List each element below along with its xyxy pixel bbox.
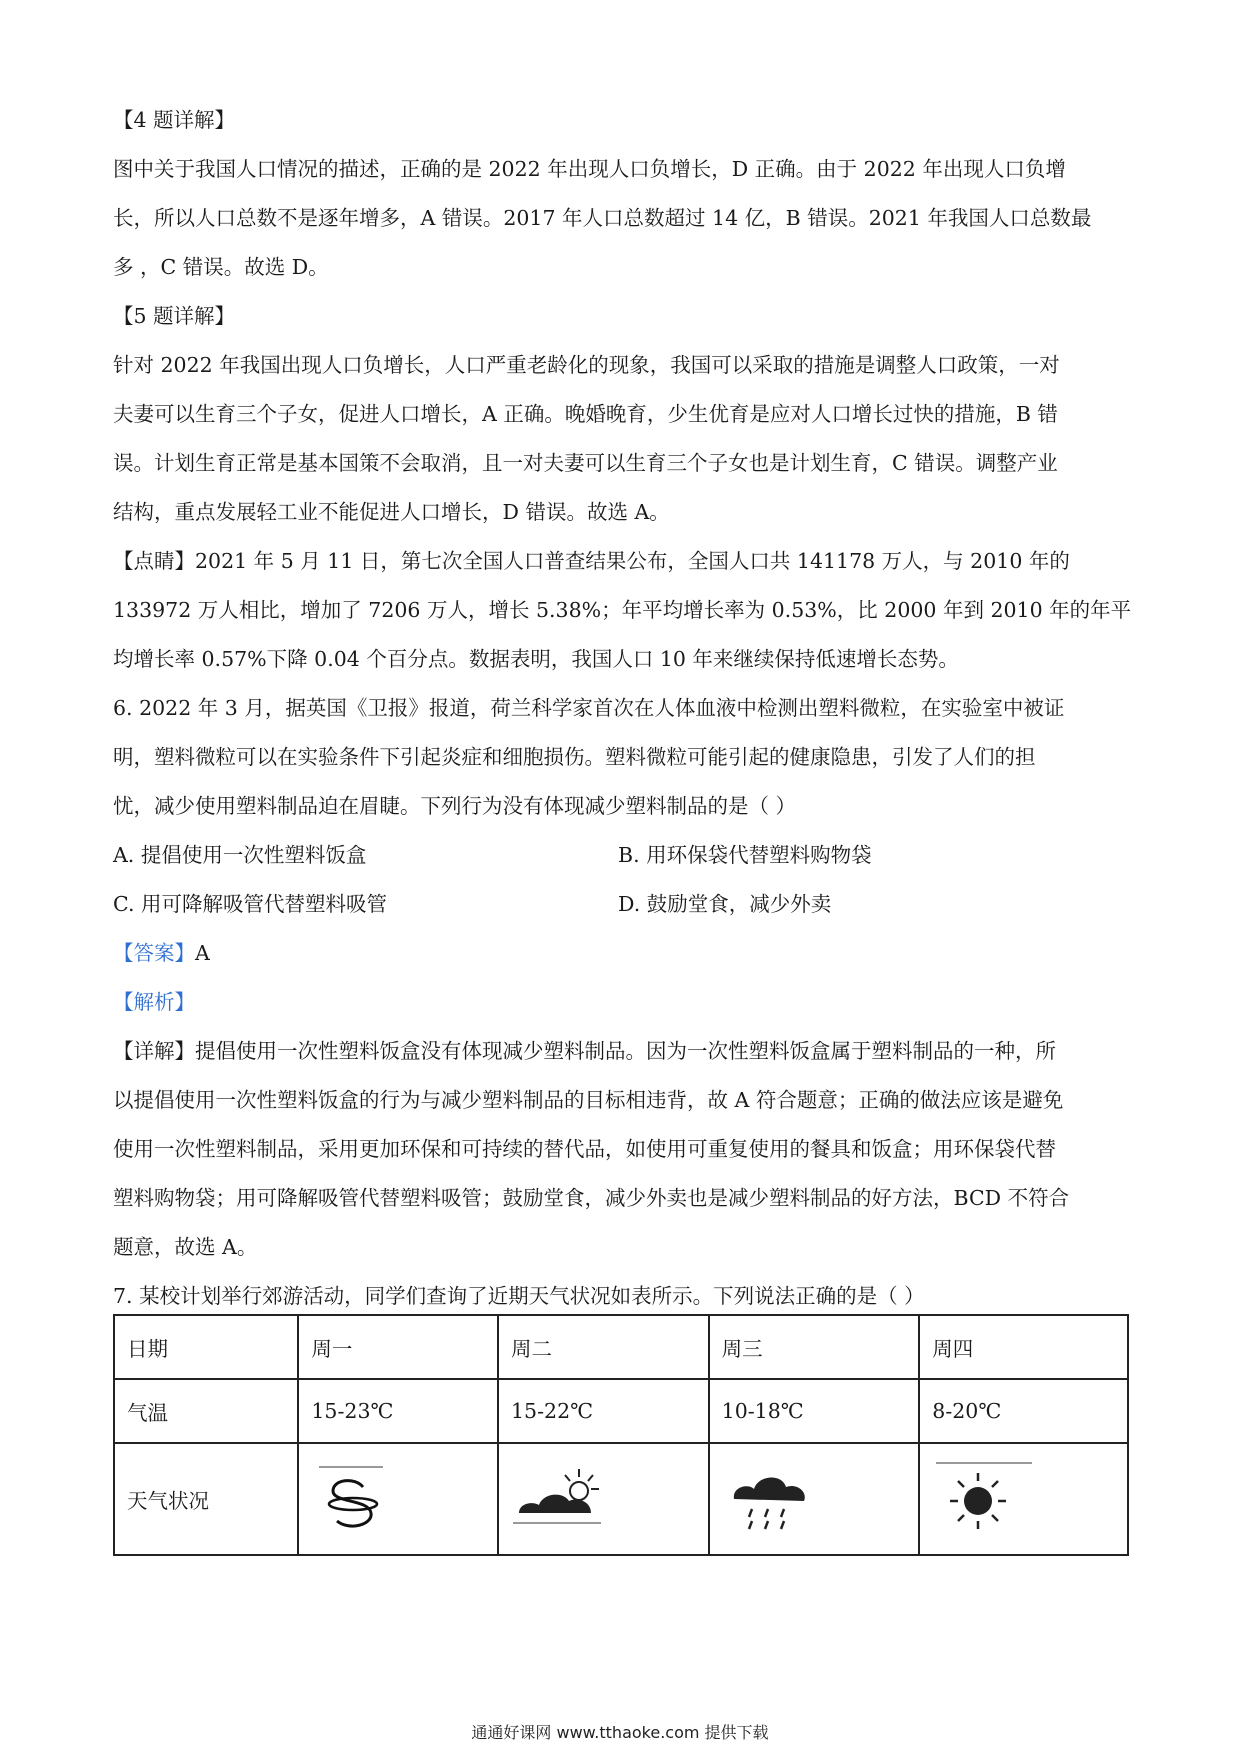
detail-line: 题意，故选 A。 — [113, 1235, 258, 1259]
option-a: A. 提倡使用一次性塑料饭盒 — [113, 843, 367, 867]
table-row — [114, 1443, 1128, 1555]
detail-line: 【详解】提倡使用一次性塑料饭盒没有体现减少塑料制品。因为一次性塑料饭盒属于塑料制品的一种，所 — [113, 1039, 1056, 1063]
option-b: B. 用环保袋代替塑料购物袋 — [618, 843, 872, 867]
text-line: 图中关于我国人口情况的描述，正确的是 2022 年出现人口负增长，D 正确。由于 2022 年出现人口负增 — [113, 157, 1066, 181]
question-6-stem: 6. 2022 年 3 月，据英国《卫报》报道，荷兰科学家首次在人体血液中检测出塑料微粒，在实验室中被证 — [113, 696, 1065, 720]
detail-line: 塑料购物袋；用可降解吸管代替塑料吸管；鼓励堂食，减少外卖也是减少塑料制品的好方法，BCD 不符合 — [113, 1186, 1070, 1210]
table-header-cell: 周一 — [298, 1315, 498, 1379]
document-body — [113, 96, 1132, 1321]
page-footer: 通通好课网 www.tthaoke.com 提供下载 — [471, 1723, 769, 1742]
table-cell — [709, 1443, 920, 1555]
detail-line: 以提倡使用一次性塑料饭盒的行为与减少塑料制品的目标相违背，故 A 符合题意；正确的做法应该是避免 — [113, 1088, 1064, 1112]
table-row — [114, 1379, 1128, 1443]
text-line: 均增长率 0.57%下降 0.04 个百分点。数据表明，我国人口 10 年来继续保持低速增长态势。 — [113, 647, 959, 671]
table-header-cell: 周四 — [919, 1315, 1128, 1379]
table-cell: 气温 — [114, 1379, 298, 1443]
table-cell — [919, 1443, 1128, 1555]
table-cell — [298, 1443, 498, 1555]
table-cell: 8-20℃ — [919, 1379, 1128, 1443]
table-cell: 天气状况 — [114, 1443, 298, 1555]
partly-cloudy-icon — [511, 1459, 621, 1539]
text-line: 忧，减少使用塑料制品迫在眉睫。下列行为没有体现减少塑料制品的是（ ） — [113, 794, 797, 818]
rain-icon — [722, 1459, 822, 1539]
answer-label: 【答案】 — [113, 941, 195, 965]
typhoon-icon — [311, 1459, 401, 1539]
text-line: 133972 万人相比，增加了 7206 万人，增长 5.38%；年平均增长率为 0.53%，比 2000 年到 2010 年的年平 — [113, 598, 1132, 622]
answer-line — [113, 929, 1129, 978]
answer-value: A — [195, 941, 210, 965]
options-row-2 — [113, 880, 1129, 929]
text-line: 结构，重点发展轻工业不能促进人口增长，D 错误。故选 A。 — [113, 500, 670, 524]
table-header-cell: 周三 — [709, 1315, 920, 1379]
option-d: D. 鼓励堂食，减少外卖 — [618, 892, 832, 916]
text-line: 长，所以人口总数不是逐年增多，A 错误。2017 年人口总数超过 14 亿，B 错误。2021 年我国人口总数最 — [113, 206, 1092, 230]
question-7-stem: 7. 某校计划举行郊游活动，同学们查询了近期天气状况如表所示。下列说法正确的是（ ） — [113, 1284, 925, 1308]
text-line: 【点睛】2021 年 5 月 11 日，第七次全国人口普查结果公布，全国人口共 141178 万人，与 2010 年的 — [113, 549, 1070, 573]
table-cell: 10-18℃ — [709, 1379, 920, 1443]
text-line: 明，塑料微粒可以在实验条件下引起炎症和细胞损伤。塑料微粒可能引起的健康隐患，引发了人们的担 — [113, 745, 1036, 769]
table-header-cell: 周二 — [498, 1315, 709, 1379]
analysis-label: 【解析】 — [113, 990, 195, 1014]
table-row — [114, 1315, 1128, 1379]
table-cell: 15-23℃ — [298, 1379, 498, 1443]
text-line: 多 ，C 错误。故选 D。 — [113, 255, 329, 279]
table-header-cell: 日期 — [114, 1315, 298, 1379]
options-row-1 — [113, 831, 1129, 880]
heading-q4-detail: 【4 题详解】 — [113, 108, 236, 132]
weather-table — [113, 1314, 1129, 1556]
table-cell: 15-22℃ — [498, 1379, 709, 1443]
sunny-icon — [932, 1459, 1042, 1539]
detail-line: 使用一次性塑料制品，采用更加环保和可持续的替代品，如使用可重复使用的餐具和饭盒；用环保袋代替 — [113, 1137, 1056, 1161]
text-line: 误。计划生育正常是基本国策不会取消，且一对夫妻可以生育三个子女也是计划生育，C 错误。调整产业 — [113, 451, 1058, 475]
text-line: 针对 2022 年我国出现人口负增长，人口严重老龄化的现象，我国可以采取的措施是调整人口政策，一对 — [113, 353, 1060, 377]
heading-q5-detail: 【5 题详解】 — [113, 304, 236, 328]
table-cell — [498, 1443, 709, 1555]
text-line: 夫妻可以生育三个子女，促进人口增长，A 正确。晚婚晚育，少生优育是应对人口增长过快的措施，B 错 — [113, 402, 1058, 426]
option-c: C. 用可降解吸管代替塑料吸管 — [113, 892, 387, 916]
